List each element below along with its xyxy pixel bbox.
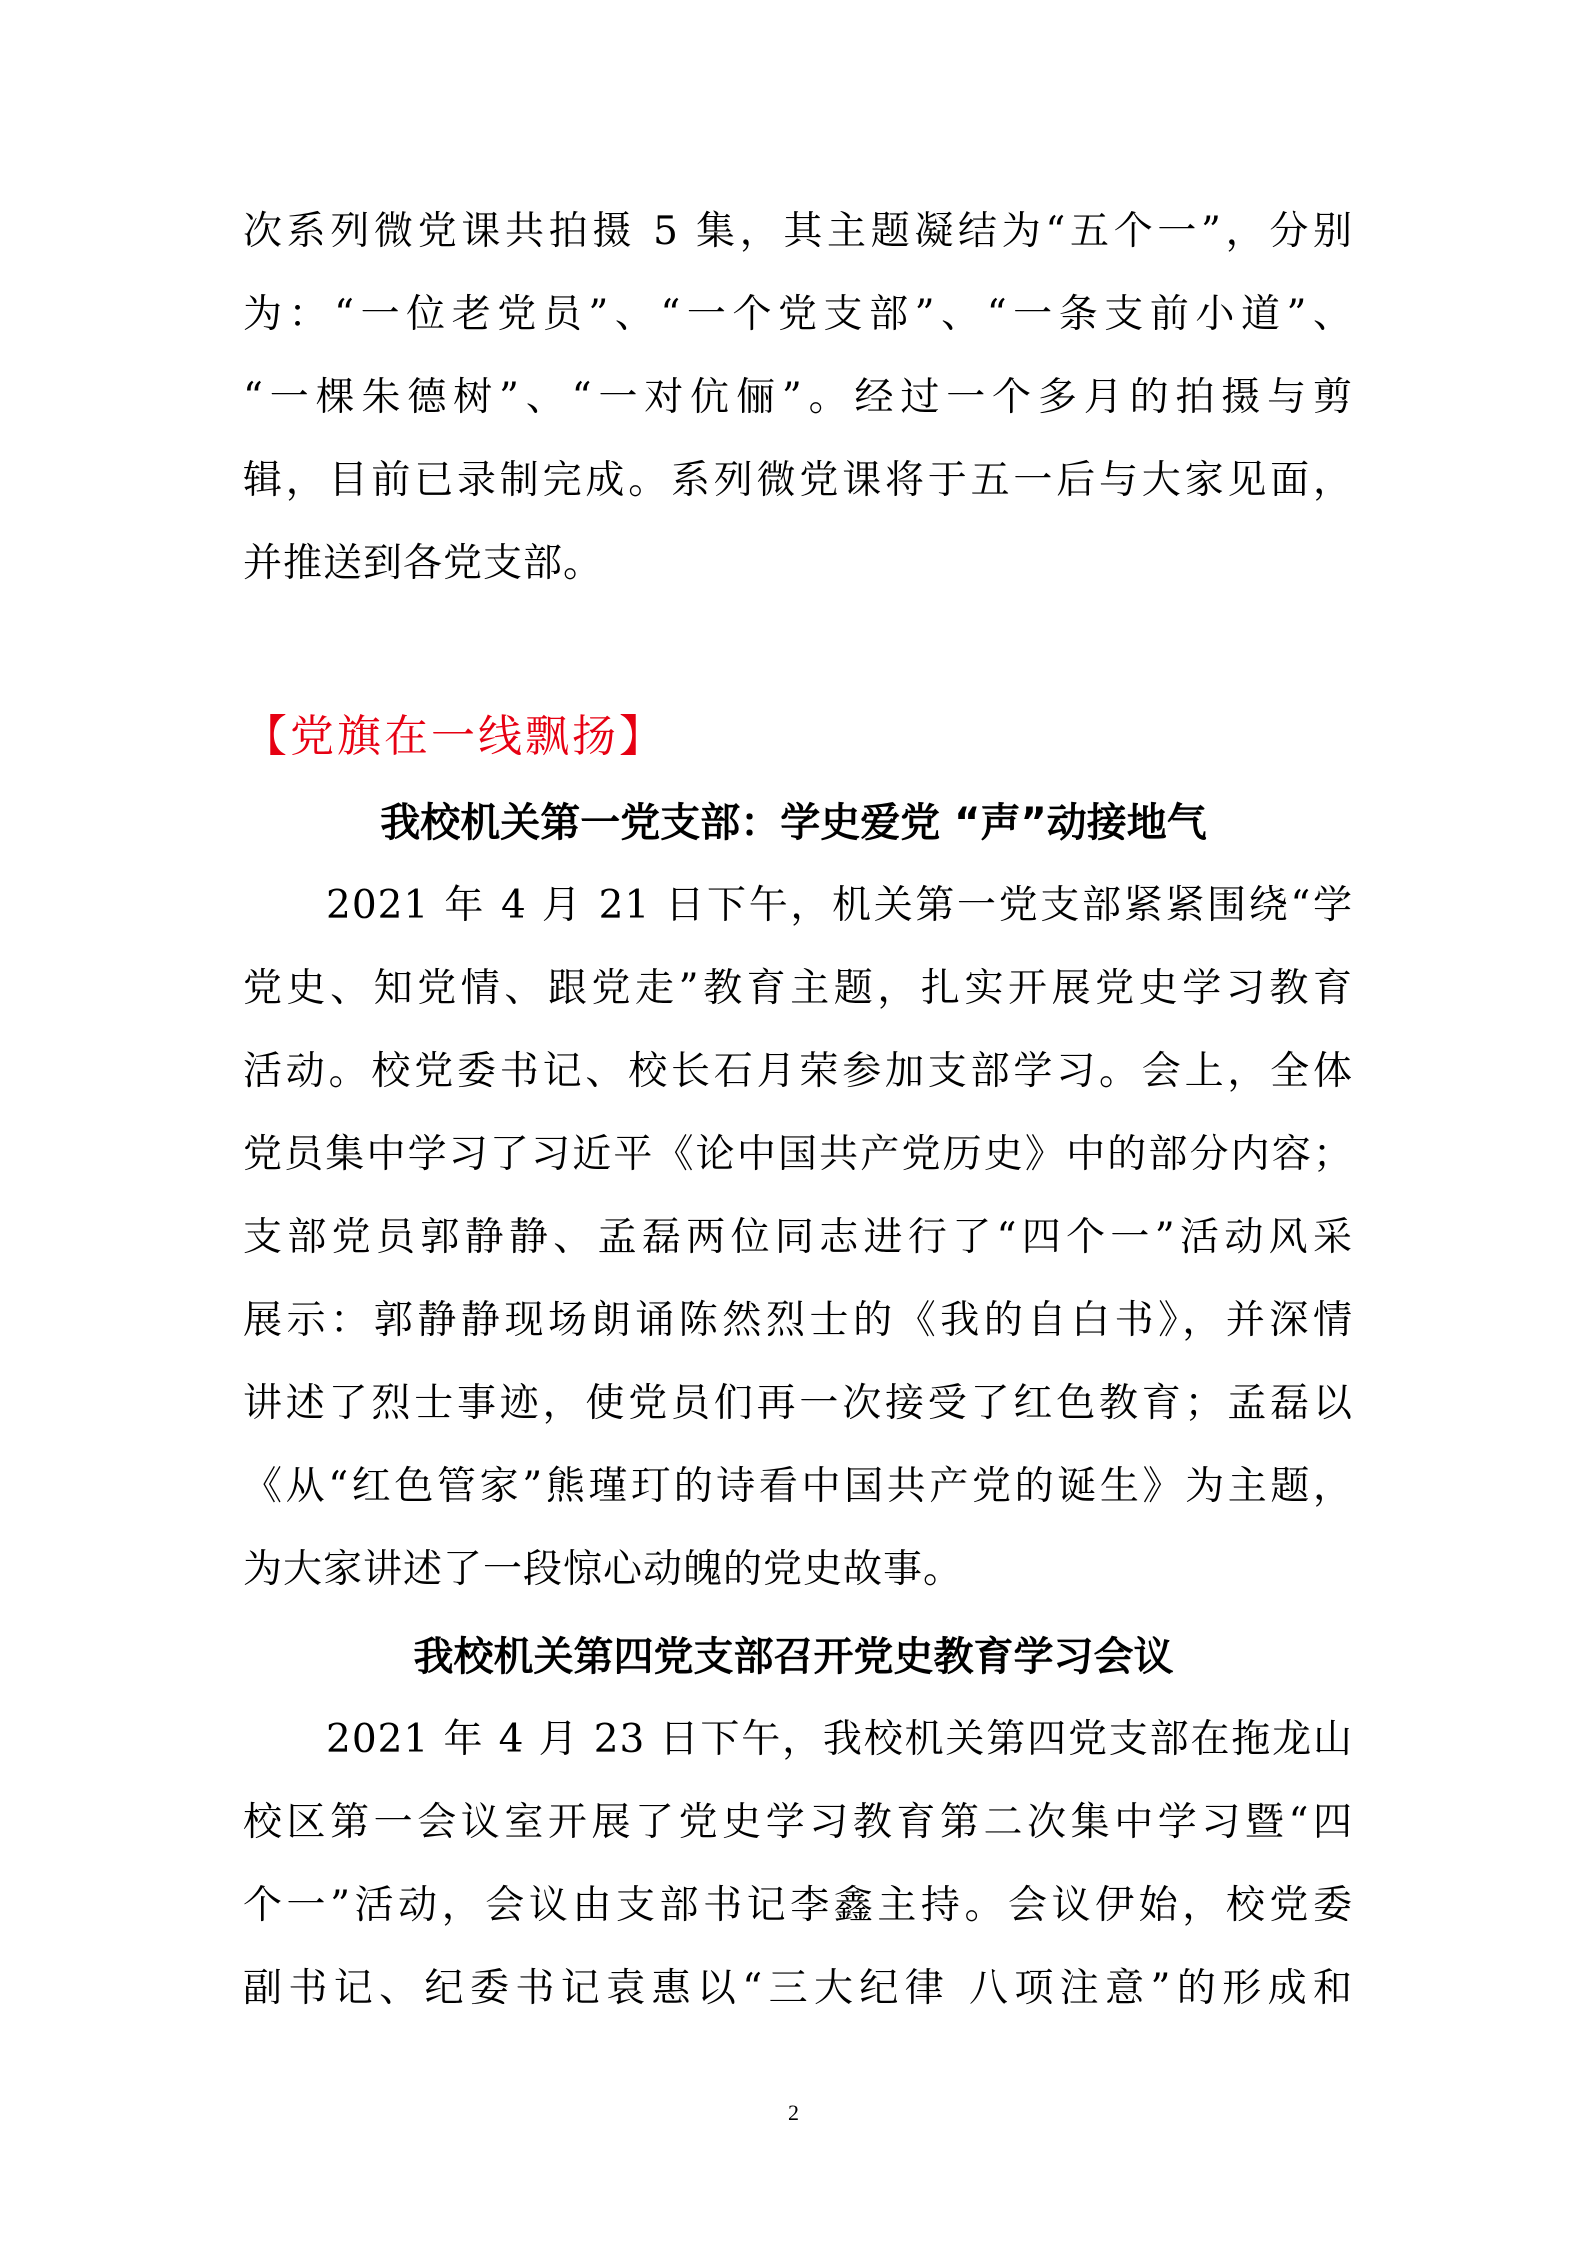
text-line: “一棵朱德树”、“一对伉俪”。经过一个多月的拍摄与剪 — [243, 375, 1353, 420]
text-line: 辑，目前已录制完成。系列微党课将于五一后与大家见面， — [243, 458, 1353, 503]
text-line: 并推送到各党支部。 — [243, 541, 604, 586]
text-line: 校区第一会议室开展了党史学习教育第二次集中学习暨“四 — [243, 1800, 1353, 1845]
text-line: 为大家讲述了一段惊心动魄的党史故事。 — [243, 1547, 964, 1592]
article-title: 我校机关第四党支部召开党史教育学习会议 — [413, 1634, 1174, 1680]
text-line: 讲述了烈士事迹，使党员们再一次接受了红色教育；孟磊以 — [243, 1381, 1353, 1426]
text-line: 副书记、纪委书记袁惠以“三大纪律 八项注意”的形成和 — [243, 1966, 1353, 2011]
text-line: 《从“红色管家”熊瑾玎的诗看中国共产党的诞生》为主题， — [243, 1464, 1353, 1509]
text-line: 党史、知党情、跟党走”教育主题，扎实开展党史学习教育 — [243, 966, 1353, 1011]
text-line: 个一”活动，会议由支部书记李鑫主持。会议伊始，校党委 — [243, 1883, 1353, 1928]
text-line: 活动。校党委书记、校长石月荣参加支部学习。会上，全体 — [243, 1049, 1353, 1094]
text-line: 党员集中学习了习近平《论中国共产党历史》中的部分内容； — [243, 1132, 1353, 1177]
page-number: 2 — [788, 2100, 799, 2125]
text-line: 为：“一位老党员”、“一个党支部”、“一条支前小道”、 — [243, 292, 1353, 337]
section-tag: 【党旗在一线飘扬】 — [243, 711, 666, 762]
text-line: 展示：郭静静现场朗诵陈然烈士的《我的自白书》，并深情 — [243, 1298, 1353, 1343]
text-line: 次系列微党课共拍摄 5 集，其主题凝结为“五个一”，分别 — [243, 209, 1353, 254]
text-line: 2021 年 4 月 21 日下午，机关第一党支部紧紧围绕“学 — [326, 883, 1353, 928]
article-title: 我校机关第一党支部：学史爱党 “声”动接地气 — [380, 800, 1207, 846]
text-line: 支部党员郭静静、孟磊两位同志进行了“四个一”活动风采 — [243, 1215, 1353, 1260]
text-line: 2021 年 4 月 23 日下午，我校机关第四党支部在拖龙山 — [326, 1717, 1353, 1762]
